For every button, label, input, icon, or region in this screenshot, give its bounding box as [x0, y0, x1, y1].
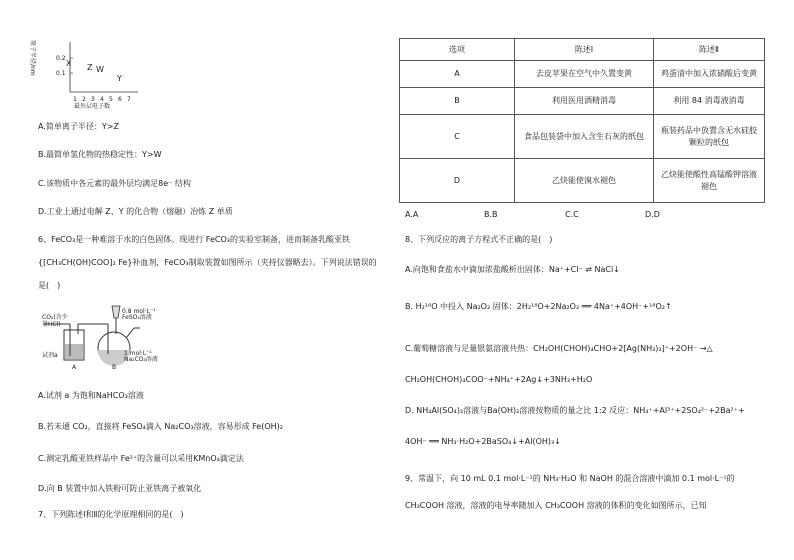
q5-option-a: A.简单离子半径：Y>Z	[38, 122, 119, 131]
apparatus-bottom-solution: 1 mol·L⁻¹	[124, 350, 152, 357]
apparatus-top-solution: 0.8 mol·L⁻¹	[122, 308, 156, 315]
q8-option-d-line2: 4OH⁻ ══ NH₃·H₂O+2BaSO₄↓+Al(OH)₃↓	[405, 437, 561, 446]
q9-stem-line: 9、常温下，向 10 mL 0.1 mol·L⁻¹的 NH₃·H₂O 和 NaOH 的混合溶液中滴加 0.1 mol·L⁻¹的	[405, 474, 735, 483]
q8-stem: 8、下列反应的离子方程式不正确的是( )	[405, 235, 553, 244]
table-cell-statement1: 去皮苹果在空气中久置变黄	[515, 61, 654, 88]
table-cell-statement1: 乙炔能使溴水褪色	[515, 159, 654, 203]
table-header-cell: 陈述Ⅰ	[515, 39, 654, 61]
q6-stem-line: {[CH₃CH(OH)COO]₂ Fe}补血剂，FeCO₃制取装置如图所示（夹持仪器略去）。下列说法错误的	[38, 258, 377, 267]
table-header-cell: 选项	[400, 39, 515, 61]
q6-option-a: A.试剂 a 为饱和NaHCO₃溶液	[38, 391, 144, 400]
table-header-row	[400, 39, 765, 61]
table-cell-statement2: 瓶装药品中放置含无水硅胶颗粒的纸包	[654, 115, 765, 159]
graph-point-label: Y	[117, 74, 122, 83]
q7-stem: 7、下列陈述Ⅰ和Ⅱ的化学原理相同的是( )	[38, 510, 184, 519]
table-cell-statement2: 乙炔能使酸性高锰酸钾溶液褪色	[654, 159, 765, 203]
graph-x-tick: 5	[109, 96, 113, 103]
graph-y-tick: 0.1	[56, 70, 66, 77]
graph-x-tick: 6	[118, 96, 122, 103]
graph-point-label: X	[66, 59, 72, 68]
q8-option-a: A.向饱和食盐水中滴加浓盐酸析出固体：Na⁺+Cl⁻ ⇌ NaCl↓	[405, 265, 620, 274]
answer-choice-c: C.C	[565, 210, 579, 219]
table-cell-option: B	[400, 88, 515, 115]
q8-option-c-line2: CH₂OH(CHOH)₄COO⁻+NH₄⁺+2Ag↓+3NH₃+H₂O	[405, 375, 593, 384]
table-header-cell: 陈述Ⅱ	[654, 39, 765, 61]
table-cell-statement2: 鸡蛋清中加入浓硝酸后变黄	[654, 61, 765, 88]
graph-x-tick: 3	[91, 96, 95, 103]
q6-stem-line: 6、FeCO₃是一种难溶于水的白色固体。现进行 FeCO₃的实验室制备，进而制备乳酸亚铁	[38, 235, 350, 244]
table-cell-statement1: 食品包装袋中加入含生石灰的纸包	[515, 115, 654, 159]
graph-x-tick: 2	[82, 96, 86, 103]
q9-stem-line: CH₃COOH 溶液，溶液的电导率随加入 CH₃COOH 溶液的体积的变化如图所示，已知	[405, 501, 707, 510]
table-cell-option: C	[400, 115, 515, 159]
table-cell-option: D	[400, 159, 515, 203]
graph-x-tick: 4	[100, 96, 104, 103]
apparatus-label-b: B	[112, 364, 117, 371]
graph-y-tick: 0.2	[56, 55, 66, 62]
apparatus-reagent-label: 试剂a	[42, 352, 58, 359]
q8-option-c-line1: C.葡萄糖溶液与足量银氨溶液共热：CH₂OH(CHOH)₄CHO+2[Ag(NH₃)₂]⁺+2OH⁻ →△	[405, 344, 713, 353]
table-row	[400, 115, 765, 159]
q6-option-b: B.若未通 CO₂，直接将 FeSO₄滴入 Na₂CO₃溶液，容易形成 Fe(OH)₂	[38, 422, 283, 431]
graph-point-label: W	[96, 65, 104, 74]
statement-table	[399, 38, 765, 203]
q5-option-b: B.最简单氢化物的热稳定性：Y>W	[38, 150, 162, 159]
graph-y-axis-label: 原子半径/nm	[29, 40, 36, 76]
answer-choice-b: B.B	[484, 210, 498, 219]
q8-option-b: B. H₂¹⁸O 中投入 Na₂O₂ 固体：2H₂¹⁸O+2Na₂O₂ ══ 4Na⁺+4OH⁻+¹⁸O₂↑	[405, 302, 672, 311]
apparatus-label-a: A	[72, 364, 77, 371]
table-cell-statement2: 利用 84 消毒液消毒	[654, 88, 765, 115]
graph-x-tick: 7	[127, 96, 131, 103]
graph-x-tick: 1	[73, 96, 77, 103]
graph-x-axis-label: 最外层电子数	[74, 103, 111, 110]
table-cell-statement1: 利用医用酒精消毒	[515, 88, 654, 115]
q6-stem-line: 是( )	[38, 281, 61, 290]
table-row	[400, 88, 765, 115]
q5-option-c: C.该物质中各元素的最外层均满足8e⁻ 结构	[38, 179, 191, 188]
graph-point-label: Z	[87, 63, 93, 72]
apparatus-bottom-solution2: Na₂CO₃溶液	[124, 356, 158, 363]
answer-choice-a: A.A	[405, 210, 419, 219]
q6-option-c: C.测定乳酸亚铁样品中 Fe²⁺的含量可以采用KMnO₄滴定法	[38, 454, 244, 463]
apparatus-co2-label: CO₂(含少量HCl)	[42, 314, 68, 328]
q5-option-d: D.工业上通过电解 Z、Y 的化合物（熔融）冶炼 Z 单质	[38, 207, 233, 216]
table-cell-option: A	[400, 61, 515, 88]
apparatus-top-solution2: FeSO₄溶液	[122, 314, 152, 321]
answer-choice-d: D.D	[645, 210, 660, 219]
table-row	[400, 159, 765, 203]
q8-option-d-line1: D. NH₄Al(SO₄)₂溶液与Ba(OH)₂溶液按物质的量之比 1:2 反应：NH₄⁺+Al³⁺+2SO₄²⁻+2Ba²⁺+	[405, 406, 745, 415]
q6-option-d: D.向 B 装置中加入铁粉可防止亚铁离子被氧化	[38, 484, 202, 493]
table-row	[400, 61, 765, 88]
apparatus-diagram	[40, 300, 180, 370]
